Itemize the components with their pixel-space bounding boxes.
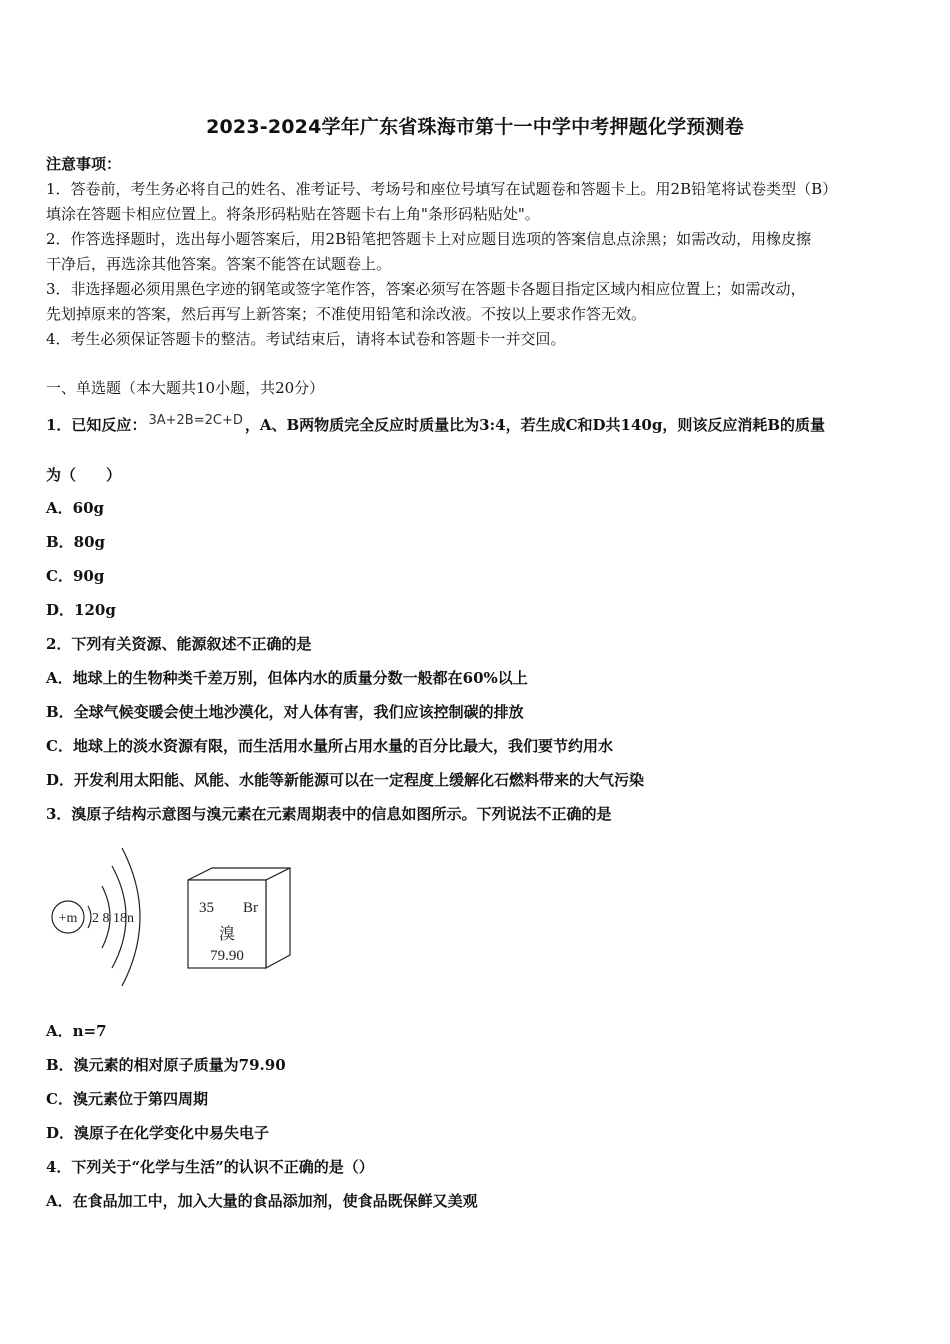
question-1-tail: 为（ ） xyxy=(46,466,122,484)
cell-side-face xyxy=(266,868,290,968)
question-1-prefix: 1．已知反应： xyxy=(46,416,147,434)
option-b: B．全球气候变暖会使土地沙漠化，对人体有害，我们应该控制碳的排放 xyxy=(46,703,524,721)
atomic-number: 35 xyxy=(199,900,214,916)
electron-shell xyxy=(88,906,91,928)
notice-line: 1．答卷前，考生务必将自己的姓名、准考证号、考场号和座位号填写在试题卷和答题卡上。用2B铅笔将试卷类型（B） xyxy=(46,180,838,198)
option-b: B．溴元素的相对原子质量为79.90 xyxy=(46,1056,286,1074)
periodic-table-cell xyxy=(188,868,290,968)
bromine-diagram xyxy=(40,840,310,1000)
option-a: A．在食品加工中，加入大量的食品添加剂，使食品既保鲜又美观 xyxy=(46,1192,478,1210)
option-d: D．开发利用太阳能、风能、水能等新能源可以在一定程度上缓解化石燃料带来的大气污染 xyxy=(46,771,645,789)
notice-line: 填涂在答题卡相应位置上。将条形码粘贴在答题卡右上角"条形码粘贴处"。 xyxy=(46,205,540,223)
bromine-figure xyxy=(40,840,310,1000)
element-name: 溴 xyxy=(218,926,236,943)
page-title: 2023-2024学年广东省珠海市第十一中学中考押题化学预测卷 xyxy=(206,116,744,138)
atom-structure-diagram xyxy=(52,848,140,986)
question-3-stem: 3．溴原子结构示意图与溴元素在元素周期表中的信息如图所示。下列说法不正确的是 xyxy=(46,805,612,823)
question-1-suffix: ，A、B两物质完全反应时质量比为3:4，若生成C和D共140g，则该反应消耗B的质量 xyxy=(244,416,825,434)
option-a: A．60g xyxy=(46,499,105,517)
option-a: A．n=7 xyxy=(46,1022,107,1040)
section-heading: 一、单选题（本大题共10小题，共20分） xyxy=(46,379,325,397)
option-c: C．90g xyxy=(46,567,105,585)
question-4-stem: 4．下列关于“化学与生活”的认识不正确的是（） xyxy=(46,1158,374,1176)
reaction-formula: 3A+2B=2C+D xyxy=(148,413,243,428)
notice-line: 先划掉原来的答案，然后再写上新答案；不准使用铅笔和涂改液。不按以上要求作答无效。 xyxy=(46,305,647,323)
option-c: C．地球上的淡水资源有限，而生活用水量所占用水量的百分比最大，我们要节约用水 xyxy=(46,737,613,755)
notice-line: 2．作答选择题时，选出每小题答案后，用2B铅笔把答题卡上对应题目选项的答案信息点涂黑；如需改动，用橡皮擦 xyxy=(46,230,812,248)
notice-heading: 注意事项： xyxy=(46,155,122,173)
notice-line: 3．非选择题必须用黑色字迹的钢笔或签字笔作答，答案必须写在答题卡各题目指定区域内相应位置上；如需改动， xyxy=(46,280,806,298)
option-c: C．溴元素位于第四周期 xyxy=(46,1090,208,1108)
notice-line: 4．考生必须保证答题卡的整洁。考试结束后，请将本试卷和答题卡一并交回。 xyxy=(46,330,566,348)
nucleus-charge: +m xyxy=(58,911,78,926)
option-a: A．地球上的生物种类千差万别，但体内水的质量分数一般都在60%以上 xyxy=(46,669,528,687)
option-d: D．120g xyxy=(46,601,116,619)
element-symbol: Br xyxy=(243,900,258,916)
option-d: D．溴原子在化学变化中易失电子 xyxy=(46,1124,270,1142)
notice-line: 干净后，再选涂其他答案。答案不能答在试题卷上。 xyxy=(46,255,392,273)
atomic-mass: 79.90 xyxy=(210,948,244,964)
question-1-stem xyxy=(46,414,825,435)
option-b: B．80g xyxy=(46,533,106,551)
question-2-stem: 2．下列有关资源、能源叙述不正确的是 xyxy=(46,635,312,653)
shell-electrons: 2 8 18n xyxy=(92,911,134,926)
